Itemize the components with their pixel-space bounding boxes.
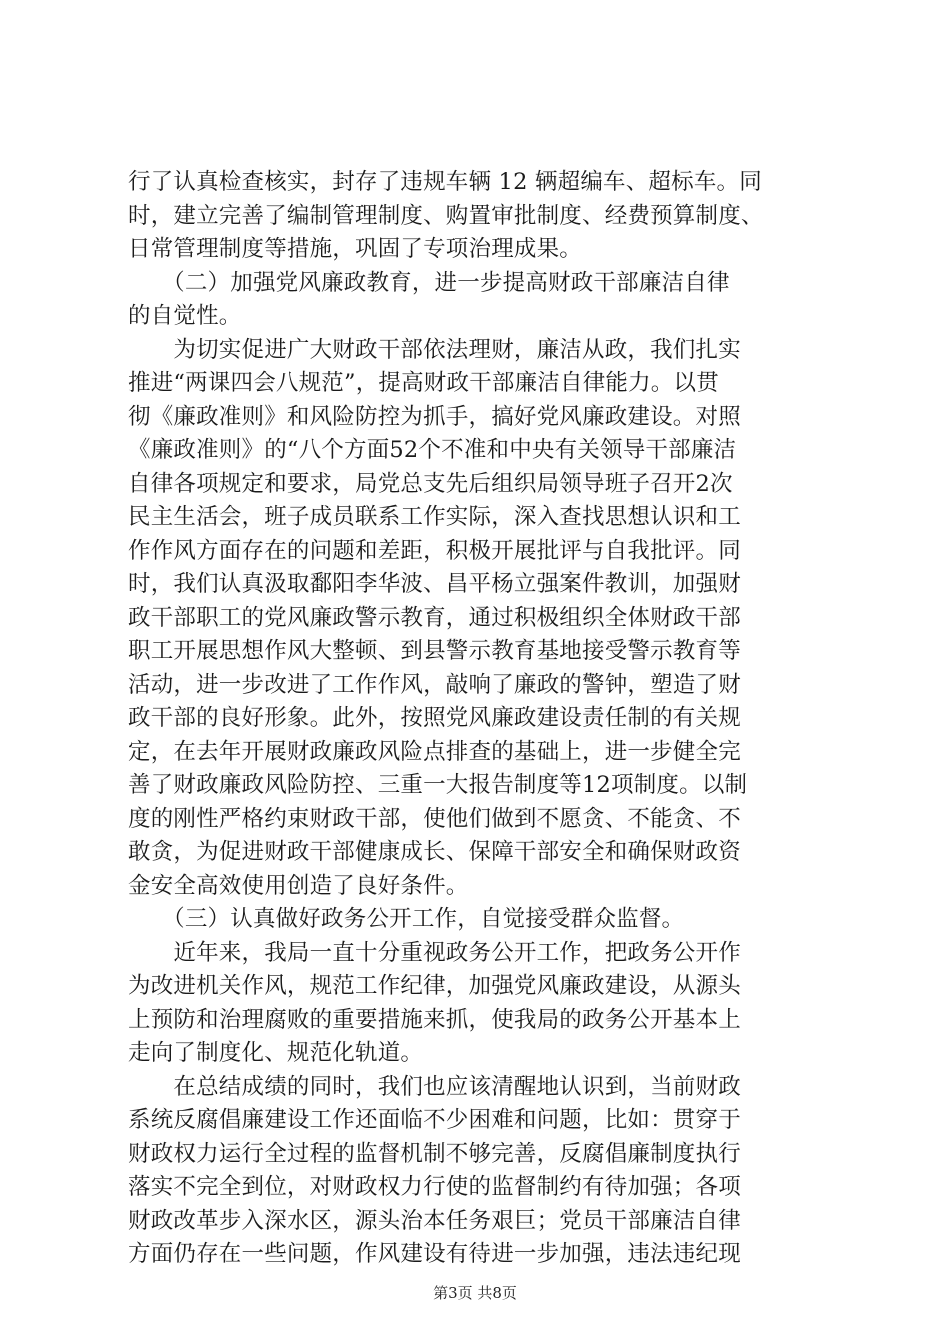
section-heading: 的自觉性。 (128, 303, 242, 329)
page-number: 第3页 共8页 (433, 1284, 517, 1302)
text-line: 作作风方面存在的问题和差距，积极开展批评与自我批评。同 (128, 537, 741, 564)
text-line: 《廉政准则》的“八个方面52个不准和中央有关领导干部廉洁 (128, 437, 737, 463)
section-heading: （二）加强党风廉政教育，进一步提高财政干部廉洁自律 (128, 269, 730, 296)
text-line: 财政权力运行全过程的监督机制不够完善，反腐倡廉制度执行 (128, 1140, 741, 1167)
text-line: 彻《廉政准则》和风险防控为抓手，搞好党风廉政建设。对照 (128, 403, 741, 430)
text-line: 推进“两课四会八规范”，提高财政干部廉洁自律能力。以贯 (128, 370, 719, 396)
text-line: 在总结成绩的同时，我们也应该清醒地认识到，当前财政 (128, 1073, 741, 1100)
text-line: 定，在去年开展财政廉政风险点排查的基础上，进一步健全完 (128, 738, 741, 765)
text-line: 时，建立完善了编制管理制度、购置审批制度、经费预算制度、 (128, 202, 764, 229)
text-line: 为改进机关作风，规范工作纪律，加强党风廉政建设，从源头 (128, 973, 741, 999)
text-line: 善了财政廉政风险防控、三重一大报告制度等12项制度。以制 (128, 772, 748, 798)
text-line: 近年来，我局一直十分重视政务公开工作，把政务公开作 (128, 939, 741, 966)
text-line: 系统反腐倡廉建设工作还面临不少困难和问题，比如：贯穿于 (128, 1107, 741, 1133)
text-line: 职工开展思想作风大整顿、到县警示教育基地接受警示教育等 (128, 638, 741, 664)
text-line: 金安全高效使用创造了良好条件。 (128, 872, 469, 899)
text-line: 走向了制度化、规范化轨道。 (128, 1040, 424, 1066)
text-line: 上预防和治理腐败的重要措施来抓，使我局的政务公开基本上 (128, 1006, 741, 1033)
text-line: 时，我们认真汲取鄱阳李华波、昌平杨立强案件教训，加强财 (128, 571, 741, 597)
text-line: 民主生活会，班子成员联系工作实际，深入查找思想认识和工 (128, 504, 741, 530)
section-heading: （三）认真做好政务公开工作，自觉接受群众监督。 (128, 906, 685, 932)
body-text (128, 166, 832, 1272)
text-line: 自律各项规定和要求，局党总支先后组织局领导班子召开2次 (128, 470, 733, 497)
text-line: 日常管理制度等措施，巩固了专项治理成果。 (128, 236, 583, 262)
page-footer (0, 1282, 950, 1303)
text-line: 财政改革步入深水区，源头治本任务艰巨；党员干部廉洁自律 (128, 1207, 741, 1234)
text-line: 政干部职工的党风廉政警示教育，通过积极组织全体财政干部 (128, 604, 741, 631)
text-line: 行了认真检查核实，封存了违规车辆 12 辆超编车、超标车。同 (128, 169, 762, 195)
text-line: 度的刚性严格约束财政干部，使他们做到不愿贪、不能贪、不 (128, 805, 741, 832)
text-line: 为切实促进广大财政干部依法理财，廉洁从政，我们扎实 (128, 336, 741, 363)
text-line: 方面仍存在一些问题，作风建设有待进一步加强，违法违纪现 (128, 1241, 741, 1267)
text-line: 政干部的良好形象。此外，按照党风廉政建设责任制的有关规 (128, 705, 741, 731)
text-line: 落实不完全到位，对财政权力行使的监督制约有待加强；各项 (128, 1174, 741, 1200)
text-line: 活动，进一步改进了工作作风，敲响了廉政的警钟，塑造了财 (128, 671, 741, 698)
text-line: 敢贪，为促进财政干部健康成长、保障干部安全和确保财政资 (128, 839, 741, 865)
